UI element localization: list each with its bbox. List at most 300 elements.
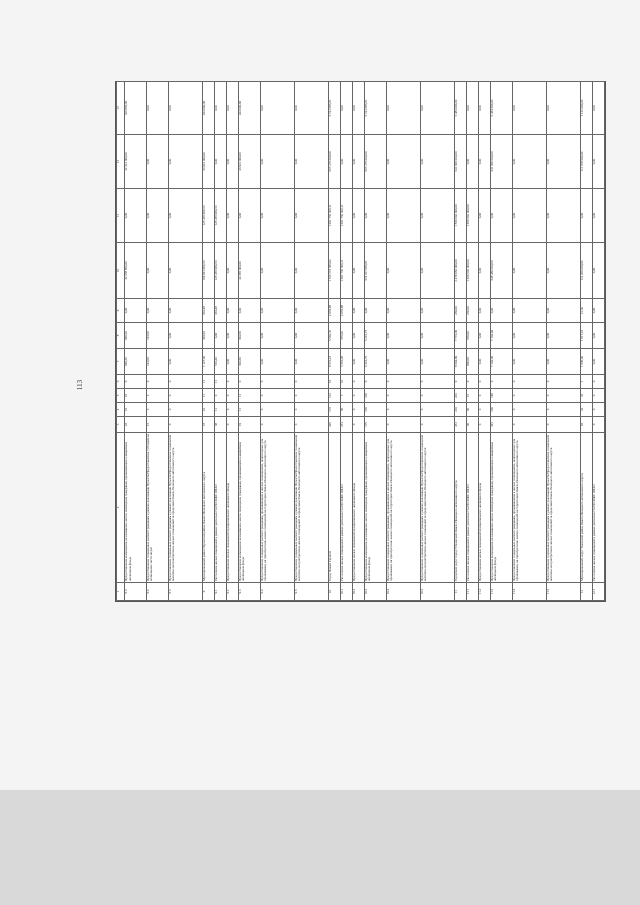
table-cell: 9 <box>466 375 478 389</box>
table-cell: 7 <box>340 389 352 403</box>
table-cell: 648 480 000,00 <box>490 243 512 299</box>
table-row <box>260 82 294 601</box>
table-cell: 670,00 <box>466 323 478 349</box>
table-cell: 11.3 <box>490 583 512 601</box>
table-cell: 0,00 <box>340 82 352 135</box>
table-cell: 43 941 000,00 <box>238 135 260 189</box>
row-description-cell: Предоставление социальных выплат гражданам, проживающим в жилых помещениях, непригодных для проживания, на приобретение жилых помещений на территории Ямало-Ненецкого автономного округа <box>260 433 294 583</box>
table-cell: 6 484 000,00 <box>454 82 466 135</box>
table-cell: 0 <box>478 375 490 389</box>
table-row <box>386 82 420 601</box>
table-cell: 143,00 <box>146 349 168 375</box>
column-header: 7 <box>117 349 125 375</box>
table-row <box>364 82 386 601</box>
table-cell: 11.1 <box>466 583 478 601</box>
table-cell: 0,00 <box>260 82 294 135</box>
table-cell: 674 017 086,81 <box>364 243 386 299</box>
table-row <box>146 82 168 601</box>
table-row <box>125 82 147 601</box>
table-cell: 11 <box>238 403 260 417</box>
table-cell: 391 <box>490 417 512 433</box>
table-cell: 12 <box>580 583 592 601</box>
table-cell: 333,48 <box>214 299 226 323</box>
table-row <box>466 82 478 601</box>
table-row <box>328 82 340 601</box>
row-description-cell: Предоставление жилых помещений муниципального жилищного фонда <box>226 433 238 583</box>
table-cell: 7 774,09 <box>454 323 466 349</box>
table-cell: 0 <box>592 417 604 433</box>
table-cell: 0,00 <box>546 189 580 243</box>
table-cell: 444 000,00 <box>202 82 214 135</box>
table-cell: 0 <box>420 403 454 417</box>
row-description-cell: Город Новый Уренгой <box>328 433 340 583</box>
table-cell: 0,00 <box>478 243 490 299</box>
table-cell: 11.5 <box>546 583 580 601</box>
table-cell: 0 <box>512 375 546 389</box>
table-cell: 0,00 <box>125 299 147 323</box>
table-cell: 34 <box>580 403 592 417</box>
table-cell: 0,00 <box>260 243 294 299</box>
table-cell: 60 <box>466 417 478 433</box>
table-cell: 0,00 <box>168 243 202 299</box>
table-cell: 21,50 <box>580 299 592 323</box>
table-cell: 0,00 <box>478 189 490 243</box>
table-cell: 0,00 <box>420 135 454 189</box>
table-cell: 0,00 <box>592 299 604 323</box>
table-cell: 19 <box>125 389 147 403</box>
table-cell: 0,00 <box>592 189 604 243</box>
table-cell: 9.2 <box>226 583 238 601</box>
table-cell: 0 <box>512 403 546 417</box>
table-cell: 0,00 <box>546 349 580 375</box>
table-cell: 0,00 <box>168 189 202 243</box>
table-cell: 0,00 <box>478 135 490 189</box>
column-header: 9 <box>117 299 125 323</box>
table-cell: 0 <box>546 403 580 417</box>
table-cell: 0,00 <box>294 299 328 323</box>
table-cell: 180 <box>490 389 512 403</box>
row-description-cell: Предоставление возмещения за изымаемое жилое помещение гражданам, проживающим в аварийном жилищном фонде <box>490 433 512 583</box>
table-cell: 0,00 <box>386 323 420 349</box>
table-cell: 0,00 <box>512 135 546 189</box>
table-cell: 0,00 <box>168 299 202 323</box>
table-cell: 15 <box>146 417 168 433</box>
table-cell: 251 <box>340 417 352 433</box>
table-cell: 9.3 <box>238 583 260 601</box>
table-cell: 0,00 <box>146 243 168 299</box>
row-description-cell: Расселение жилых помещений в рамках деятельности НО ФЖС ЯНАО <box>466 433 478 583</box>
table-cell: 0,00 <box>478 349 490 375</box>
table-cell: 11 <box>238 389 260 403</box>
table-cell: 0,00 <box>260 135 294 189</box>
row-description-cell: Расселение жилых помещений в рамках деятельности НО ФЖС ЯНАО <box>340 433 352 583</box>
table-cell: 30 <box>466 403 478 417</box>
table-cell: 0 <box>238 375 260 389</box>
table-cell: 0,00 <box>146 189 168 243</box>
table-cell: 11.4 <box>512 583 546 601</box>
column-header: 2 <box>117 433 125 583</box>
table-row <box>580 82 592 601</box>
table-cell: 0,00 <box>352 82 364 135</box>
row-description-cell: Расселение жилых помещений в рамках деятельности НО ФЖС ЯНАО <box>592 433 604 583</box>
table-row <box>512 82 546 601</box>
table-cell: 11.2 <box>478 583 490 601</box>
table-cell: 0 <box>592 403 604 417</box>
table-cell: 8.5 <box>168 583 202 601</box>
table-cell: 0 <box>420 375 454 389</box>
table-cell: 0,00 <box>466 82 478 135</box>
column-header: 12 <box>117 135 125 189</box>
table-cell: 6 741 086,81 <box>328 82 340 135</box>
table-cell: 0,00 <box>226 82 238 135</box>
table-row <box>238 82 260 601</box>
table-cell: 0,00 <box>386 189 420 243</box>
table-cell: 1 061 756 300,11 <box>328 189 340 243</box>
table-cell: 0 <box>260 375 294 389</box>
table-cell: 210 <box>454 403 466 417</box>
table-cell: 0,00 <box>364 299 386 323</box>
table-cell: 394,50 <box>238 349 260 375</box>
table-cell: 1 061 756 300,11 <box>340 243 352 299</box>
table-row <box>352 82 364 601</box>
table-cell: 1 061 756 300,11 <box>340 189 352 243</box>
table-cell: 0,00 <box>294 349 328 375</box>
table-cell: 0 <box>352 417 364 433</box>
table-cell: 11 <box>454 583 466 601</box>
table-cell: 173 <box>328 403 340 417</box>
table-cell: 125 455 984,53 <box>202 189 214 243</box>
table-cell: 0 <box>478 389 490 403</box>
table-cell: 1 830 602 000,00 <box>454 189 466 243</box>
table-cell: 57 <box>202 417 214 433</box>
table-cell: 33 <box>580 389 592 403</box>
table-cell: 61 <box>340 375 352 389</box>
page-number: 113 <box>76 379 85 391</box>
table-cell: 0 <box>226 375 238 389</box>
table-cell: 0 <box>260 403 294 417</box>
table-cell: 1 838,60 <box>580 349 592 375</box>
column-header: 11 <box>117 189 125 243</box>
table-cell: 21 <box>466 389 478 403</box>
table-row <box>168 82 202 601</box>
table-body <box>125 82 605 601</box>
table-cell: 38 <box>214 417 226 433</box>
table-cell: 169 841 984,53 <box>202 243 214 299</box>
table-cell: 0,00 <box>512 349 546 375</box>
table-cell: 8 004,09 <box>454 349 466 375</box>
row-description-cell: Предоставление социальных выплат гражданам в рамках реализации Проекта/Предоставление социальной выплаты на приобретение жилых помещений за пределами Ямало-Ненецкого автономного округа <box>168 433 202 583</box>
table-cell: 0 <box>226 403 238 417</box>
table-row <box>546 82 580 601</box>
table-cell: 0,00 <box>352 189 364 243</box>
table-cell: 22 <box>202 403 214 417</box>
table-cell: 0,00 <box>352 299 364 323</box>
table-cell: 0,00 <box>226 189 238 243</box>
table-cell: 0,00 <box>260 349 294 375</box>
table-cell: 0 <box>546 389 580 403</box>
table-cell: 0,00 <box>386 243 420 299</box>
table-row <box>226 82 238 601</box>
row-description-cell: Предоставление социальных выплат гражданам, проживающим в жилых помещениях, непригодных для проживания, на приобретение жилых помещений на территории Ямало-Ненецкого автономного округа <box>512 433 546 583</box>
table-cell: 0 <box>294 417 328 433</box>
table-cell: 0,00 <box>478 82 490 135</box>
table-cell: 0 <box>386 417 420 433</box>
table-cell: 0,00 <box>226 135 238 189</box>
table-cell: 10.3 <box>364 583 386 601</box>
row-description-cell: Предоставление жилых помещений муниципального жилищного фонда <box>352 433 364 583</box>
table-row <box>214 82 226 601</box>
table-cell: 0,00 <box>214 135 226 189</box>
table-cell: 0 <box>386 389 420 403</box>
table-cell: 0,00 <box>238 189 260 243</box>
table-cell: 68 <box>340 403 352 417</box>
table-cell: 9.1 <box>214 583 226 601</box>
table-cell: 0 <box>168 375 202 389</box>
table-cell: 0,00 <box>294 135 328 189</box>
table-cell: 230,00 <box>466 299 478 323</box>
table-cell: 44 385 000,00 <box>238 243 260 299</box>
table-cell: 0,00 <box>352 323 364 349</box>
table-cell: 9.5 <box>294 583 328 601</box>
table-cell: 0 <box>352 403 364 417</box>
row-description-cell: Предоставление возмещения за изымаемое жилое помещение гражданам, проживающим в аварийном жилищном фонде <box>238 433 260 583</box>
table-cell: 175 <box>364 417 386 433</box>
table-cell: 0,00 <box>294 323 328 349</box>
table-cell: 0,00 <box>512 323 546 349</box>
table-cell: 1 127,50 <box>202 349 214 375</box>
table-cell: 0,00 <box>420 349 454 375</box>
table-cell: 0,00 <box>592 243 604 299</box>
table-cell: 10.1 <box>340 583 352 601</box>
table-cell: 0,00 <box>125 189 147 243</box>
row-description-cell: Предоставление социальных выплат гражданам в рамках реализации Проекта/Предоставление социальной выплаты на приобретение жилых помещений за пределами Ямало-Ненецкого автономного округа <box>294 433 328 583</box>
table-cell: 0 <box>168 389 202 403</box>
table-cell: 8.3 <box>125 583 147 601</box>
table-cell: 8.4 <box>146 583 168 601</box>
table-cell: 0 <box>168 403 202 417</box>
table-row <box>420 82 454 601</box>
row-description-cell: Городской округ город Губкинский Ямало-Ненецкого автономного округа <box>454 433 466 583</box>
column-header: 6 <box>117 375 125 389</box>
table-cell: 0 <box>352 389 364 403</box>
table-cell: 1 830 602 000,00 <box>466 243 478 299</box>
data-table <box>116 81 605 601</box>
table-cell: 111 078 000,00 <box>580 135 592 189</box>
table-cell: 0 <box>294 389 328 403</box>
table-cell: 0 <box>260 389 294 403</box>
table-cell: 0,00 <box>546 135 580 189</box>
table-cell: 5 <box>146 389 168 403</box>
table-cell: 7 104,09 <box>490 323 512 349</box>
table-cell: 0 <box>125 375 147 389</box>
table-cell: 0 <box>512 417 546 433</box>
table-cell: 0,00 <box>546 243 580 299</box>
table-cell: 201 <box>454 389 466 403</box>
table-cell: 0 <box>512 389 546 403</box>
table-cell: 2 979,88 <box>340 299 352 323</box>
table-cell: 451 <box>454 417 466 433</box>
table-cell: 0,00 <box>260 299 294 323</box>
table-cell: 0,00 <box>260 323 294 349</box>
table-cell: 5 592,35 <box>328 323 340 349</box>
table-cell: 0,00 <box>546 323 580 349</box>
table-cell: 19 <box>125 403 147 417</box>
table-row <box>592 82 604 601</box>
table-cell: 105 <box>364 389 386 403</box>
table-cell: 0 <box>260 417 294 433</box>
table-cell: 0,00 <box>340 135 352 189</box>
table-cell: 0 <box>226 417 238 433</box>
table-cell: 0,00 <box>352 349 364 375</box>
table-cell: 0 <box>294 375 328 389</box>
table-cell: 0,00 <box>420 243 454 299</box>
table-cell: 0,00 <box>386 299 420 323</box>
row-description-cell: Предоставление возмещения за изымаемое жилое помещение гражданам, проживающим в аварийном жилищном фонде <box>364 433 386 583</box>
table-cell: 848,30 <box>125 349 147 375</box>
table-cell: 1 122 000,00 <box>580 82 592 135</box>
table-cell: 143,00 <box>146 323 168 349</box>
table-cell: 0 <box>478 417 490 433</box>
table-cell: 1 725 773 386,92 <box>328 243 340 299</box>
table-cell: 0,00 <box>546 299 580 323</box>
column-header: 5 <box>117 389 125 403</box>
table-cell: 333,48 <box>202 299 214 323</box>
table-cell: 444 000,00 <box>238 82 260 135</box>
table-cell: 394,50 <box>238 323 260 349</box>
table-cell: 0,00 <box>214 323 226 349</box>
column-header: 10 <box>117 243 125 299</box>
table-cell: 0 <box>214 389 226 403</box>
table-cell: 10.5 <box>420 583 454 601</box>
table-cell: 0,00 <box>260 189 294 243</box>
table-cell: 0,00 <box>512 82 546 135</box>
table-cell: 0,00 <box>420 323 454 349</box>
row-description-cell: Предоставление социальных выплат гражданам в рамках реализации Проекта/Предоставление социальной выплаты на приобретение жилых помещений за пределами Ямало-Ненецкого автономного округа <box>546 433 580 583</box>
table-cell: 8 572,23 <box>328 349 340 375</box>
table-cell: 0,00 <box>294 82 328 135</box>
table-cell: 230,00 <box>454 299 466 323</box>
table-cell: 1 817,10 <box>580 323 592 349</box>
column-header: 13 <box>117 82 125 135</box>
table-cell: 11 <box>214 375 226 389</box>
table-cell: 2 479 082 000,00 <box>454 243 466 299</box>
table-cell: 667 276 000,00 <box>364 135 386 189</box>
table-cell: 0,00 <box>420 299 454 323</box>
rotated-table-container <box>115 81 606 602</box>
table-cell: 0,00 <box>386 135 420 189</box>
table-cell: 394,50 <box>202 323 214 349</box>
table-row <box>340 82 352 601</box>
table-cell: 0 <box>546 417 580 433</box>
table-cell: 0,00 <box>490 299 512 323</box>
table-cell: 667 276 000,00 <box>328 135 340 189</box>
table-cell: 0,00 <box>420 82 454 135</box>
table-cell: 112 <box>328 389 340 403</box>
table-cell: 0 <box>168 417 202 433</box>
table-cell: 0 <box>546 375 580 389</box>
table-cell: 0,00 <box>466 135 478 189</box>
table-cell: 1 <box>580 375 592 389</box>
table-cell: 326 866,00 <box>125 82 147 135</box>
table-cell: 0 <box>592 375 604 389</box>
table-cell: 180 <box>490 403 512 417</box>
table-row <box>454 82 466 601</box>
table-cell: 641 996 000,00 <box>490 135 512 189</box>
row-description-cell: Предоставление социальных выплат гражданам в рамках реализации Проекта/Предоставление субсидий на возмещение части затрат <box>146 433 168 583</box>
table-cell: 0,00 <box>214 82 226 135</box>
table-cell: 1 830 602 000,00 <box>466 189 478 243</box>
table-cell: 32 658 866,00 <box>125 243 147 299</box>
table-cell: 0,00 <box>352 243 364 299</box>
table-cell: 9 <box>202 583 214 601</box>
table-cell: 6 484 000,00 <box>490 82 512 135</box>
table-cell: 0 <box>420 417 454 433</box>
table-cell: 0,00 <box>168 82 202 135</box>
table-cell: 7 104,09 <box>490 349 512 375</box>
table-cell: 641 996 000,00 <box>454 135 466 189</box>
table-cell: 61 <box>328 375 340 389</box>
table-row <box>478 82 490 601</box>
table-cell: 0,00 <box>294 243 328 299</box>
table-cell: 9 <box>454 375 466 389</box>
row-description-cell: Предоставление жилых помещений муниципального жилищного фонда <box>478 433 490 583</box>
table-cell: 0 <box>478 403 490 417</box>
table-cell: 3 355,48 <box>340 349 352 375</box>
table-cell: 0 <box>226 389 238 403</box>
table-cell: 0,00 <box>546 82 580 135</box>
table-cell: 0 <box>420 389 454 403</box>
table-cell: 0 <box>490 375 512 389</box>
table-cell: 533,40 <box>214 349 226 375</box>
table-cell: 12.1 <box>592 583 604 601</box>
table-cell: 0,00 <box>226 299 238 323</box>
row-description-cell: Муниципальный район Пуровский район Ямало-Ненецкого автономного округа <box>202 433 214 583</box>
table-row <box>202 82 214 601</box>
column-header: 8 <box>117 323 125 349</box>
table-cell: 375,60 <box>340 323 352 349</box>
table-cell: 0 <box>146 375 168 389</box>
row-description-cell: Расселение жилых помещений в рамках деятельности НО ФЖС ЯНАО <box>214 433 226 583</box>
table-cell: 11 <box>202 375 214 389</box>
table-cell: 0,00 <box>478 323 490 349</box>
table-cell: 900,00 <box>466 349 478 375</box>
table-cell: 0,00 <box>294 189 328 243</box>
table-cell: 0 <box>294 403 328 417</box>
column-header: 3 <box>117 417 125 433</box>
table-cell: 0,00 <box>420 189 454 243</box>
table-cell: 0 <box>352 375 364 389</box>
table-cell: 112 200 000,00 <box>580 243 592 299</box>
table-row <box>294 82 328 601</box>
table-cell: 83 <box>580 417 592 433</box>
table-cell: 11 <box>202 389 214 403</box>
table-cell: 0 <box>386 375 420 389</box>
table-cell: 19 <box>238 417 260 433</box>
table-cell: 105 <box>364 403 386 417</box>
table-cell: 0,00 <box>592 323 604 349</box>
column-header: 4 <box>117 403 125 417</box>
table-cell: 0,00 <box>168 349 202 375</box>
table-cell: 426 <box>328 417 340 433</box>
table-cell: 5 <box>146 403 168 417</box>
table-cell: 0,00 <box>352 135 364 189</box>
row-description-cell: Муниципальный округ Тазовский район Ямало-Ненецкого автономного округа <box>580 433 592 583</box>
table-cell: 10 <box>328 583 340 601</box>
table-cell: 0,00 <box>512 189 546 243</box>
table-cell: 5 216,75 <box>364 349 386 375</box>
table-cell: 0 <box>386 403 420 417</box>
table-cell: 0,00 <box>478 299 490 323</box>
